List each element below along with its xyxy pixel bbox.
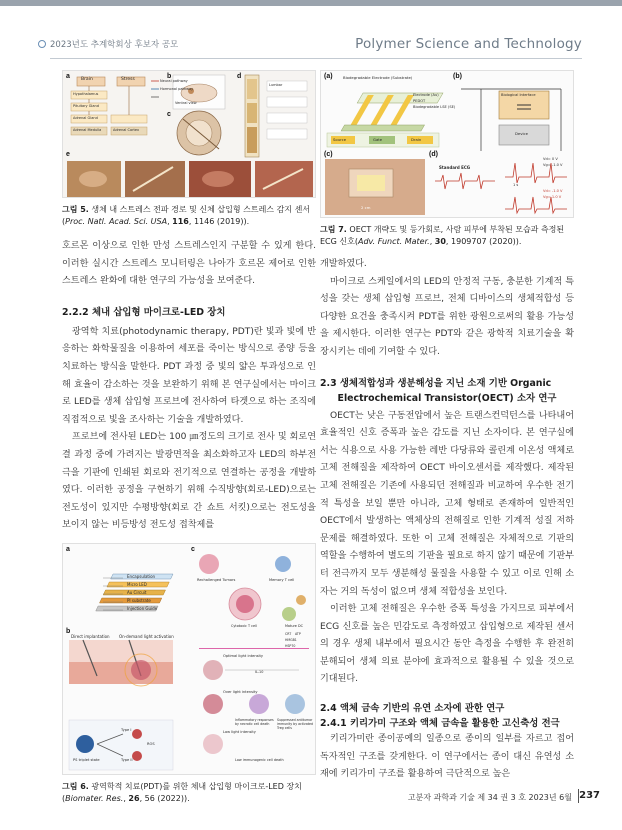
figure-6-label-rechallenged: Rechallenged Tumors bbox=[197, 577, 236, 582]
paragraph-continued: 개발하였다. bbox=[320, 259, 367, 269]
section-2-3-title-line2: Electrochemical Transistor(OECT) 소자 연구 bbox=[337, 392, 557, 404]
figure-7-label-gate: Gate bbox=[373, 137, 383, 142]
figure-6-label-type1: Type I bbox=[121, 727, 132, 732]
figure-5-panel-a: a bbox=[66, 73, 70, 80]
figure-5-panel-c: c bbox=[167, 111, 171, 118]
figure-5-caption bbox=[62, 204, 316, 228]
figure-6-label-optimal: Optimal light intensity bbox=[223, 653, 264, 658]
figure-7-label-vdm1: Vd= -1.0 V bbox=[543, 189, 563, 193]
figure-7-label-pedot: PEDOT bbox=[413, 99, 426, 103]
figure-5-label-pituitary: Pituitary Gland bbox=[73, 104, 99, 108]
header-rule bbox=[50, 58, 582, 59]
figure-7-label-1s: 1 s bbox=[513, 183, 519, 187]
figure-6-label-suppressed: Suppressed antitumor immunity by activated Treg cells bbox=[277, 717, 314, 730]
header-stripe bbox=[0, 0, 622, 6]
figure-7-label-vg1: Vg= 1.0 V bbox=[543, 195, 562, 199]
figure-6-label-hmgb1: HMGB1 bbox=[285, 637, 297, 642]
figure-6-label-pi: PI substrate bbox=[127, 597, 151, 603]
figure-6-label-microled: Micro LED bbox=[127, 581, 147, 587]
page-number: 237 bbox=[579, 790, 600, 801]
figure-7-panel-c: (c) bbox=[324, 151, 333, 158]
figure-5-caption-tail: , bbox=[167, 217, 173, 226]
figure-6-label-atp: ATP bbox=[295, 631, 301, 636]
right-column bbox=[320, 70, 574, 784]
figure-6-caption-end: , 56 (2022)). bbox=[139, 793, 190, 803]
figure-7-label-electrode: Electrode (Au) bbox=[413, 93, 439, 97]
figure-6-label-pstriplet: PS triplet state bbox=[73, 757, 100, 762]
figure-6-label-guide: Injection Guide bbox=[127, 605, 158, 611]
figure-6-panel-b: b bbox=[66, 627, 71, 635]
figure-7-label-biointerface: Biological Interface bbox=[501, 93, 536, 97]
figure-7-label-vgm1: Vg= -1.0 V bbox=[543, 163, 563, 167]
figure-6-label-type2: Type II bbox=[121, 757, 133, 762]
figure-7-caption bbox=[320, 224, 574, 248]
figure-7-caption-vol: 30 bbox=[434, 237, 446, 246]
figure-6-caption-tail: , bbox=[123, 793, 129, 803]
figure-6-label-ondemand: On-demand light activation bbox=[119, 633, 174, 639]
section-label: 2023년도 추계학회상 후보자 공모 bbox=[50, 40, 179, 50]
section-2-3-title bbox=[320, 376, 574, 406]
figure-5-label-lumbar: Lumbar bbox=[269, 83, 283, 87]
figure-5-label-stress: Stress bbox=[121, 77, 135, 82]
figure-6-label-maturedc: Mature DC bbox=[285, 623, 303, 628]
figure-6-caption-text: 광역학적 치료(PDT)를 위한 체내 삽입형 마이크로-LED 장치( bbox=[62, 781, 302, 803]
header-bullet-icon bbox=[38, 40, 46, 48]
page-header bbox=[0, 0, 622, 72]
paragraph-pdt-2: 프로브에 전사된 LED는 100 ㎛정도의 크기로 전사 및 회로연결 과정 중에 가려지는 발광면적을 최소화하고자 LED의 하부전극을 기판에 인쇄된 회로와 전기적으로 연결하는 공정을 개발하였다. 이러한 공정을 구현하기 위해 수직방향(회로-LED)으로는 전도성이 있지만 수평방향(회로 간 쇼트 서킷)으로는 전도성을 보이지 않는 비등방성 전도성 접착제를 bbox=[62, 432, 316, 531]
footer-journal-info: 고분자 과학과 기술 제 34 권 3 호 2023년 6월 bbox=[407, 793, 572, 802]
figure-5-label-hormonal: Hormonal pathway bbox=[160, 87, 194, 91]
figure-6 bbox=[62, 543, 316, 775]
paragraph-oect-1: OECT는 낮은 구동전압에서 높은 트랜스컨덕턴스를 나타내어 효율적인 신호 증폭과 높은 감도를 지닌 소자이다. 본 연구실에서는 식용으로 사용 가능한 레반 다당류와 콜린계 이온성 액체로 고체 전해질을 제작하여 OECT 바이오센서를 제작했다. 제작된 고체 전해질은 기존에 사용되던 전해질과 비교하여 우수한 전기적 특성을 보일 뿐만 아니라, 고체 형태로 존재하여 일반적인 OECT에서 발생하는 액체상의 전해질로 인한 기계적 성질 저하 문제를 해결하였다. 또한 이 고체 전해질은 자체적으로 기판의 역할을 수행하여 별도의 기판을 필요로 하지 않기 때문에 기판부터 전극까지 모두 생분해성 물질을 사용할 수 있고 이로 인해 소자는 거의 독성이 없으며 생체 적합성을 보인다. bbox=[320, 410, 574, 597]
figure-7-panel-a: (a) bbox=[324, 73, 333, 80]
figure-7 bbox=[320, 70, 574, 218]
figure-5-caption-text: 생체 내 스트레스 전파 경로 및 신체 삽입형 스트레스 감지 센서( bbox=[62, 205, 311, 226]
figure-5-panel-e: e bbox=[66, 151, 70, 158]
figure-7-label-device: Device bbox=[515, 131, 528, 136]
figure-6-label-direct: Direct implantation bbox=[71, 633, 110, 639]
figure-7-label-vd0: Vd= 0 V bbox=[543, 157, 558, 161]
section-2-3-title-line1: 2.3 생체적합성과 생분해성을 지닌 소재 기반 Organic bbox=[320, 377, 552, 389]
figure-6-label-cytotoxic: Cytotoxic T cell bbox=[231, 623, 257, 628]
figure-7-image bbox=[321, 71, 574, 218]
figure-6-label-circuit: Au Circuit bbox=[127, 589, 147, 595]
figure-5-caption-label: 그림 5. bbox=[62, 205, 89, 214]
figure-5-label-adrenal: Adrenal Gland bbox=[73, 116, 98, 120]
section-2-4-title: 2.4 액체 금속 기반의 유연 소자에 관한 연구 bbox=[320, 703, 505, 715]
figure-7-label-source: Source bbox=[333, 137, 347, 142]
figure-5-panel-b: b bbox=[167, 73, 172, 80]
figure-6-label-hsp70: HSP70 bbox=[285, 643, 296, 648]
figure-6-label-encapsulation: Encapsulation bbox=[127, 573, 156, 579]
figure-5-label-neural: Neural pathway bbox=[160, 79, 188, 83]
figure-7-label-lse: Biodegradable LSE (SE) bbox=[413, 105, 456, 109]
figure-5-caption-ref: Proc. Natl. Acad. Sci. USA bbox=[65, 217, 168, 226]
figure-7-caption-ref: Adv. Funct. Mater. bbox=[357, 237, 430, 246]
figure-5 bbox=[62, 70, 316, 198]
figure-6-caption-label: 그림 6. bbox=[62, 781, 89, 791]
figure-5-label-ventral: Ventral view bbox=[175, 101, 197, 105]
figure-7-label-ecg: Standard ECG bbox=[439, 165, 471, 170]
figure-7-label-2cm: 2 cm bbox=[361, 205, 371, 210]
figure-7-caption-label: 그림 7. bbox=[320, 225, 347, 234]
figure-6-caption-vol: 26 bbox=[128, 793, 140, 803]
figure-6-label-low: Low light intensity bbox=[223, 729, 256, 734]
figure-6-panel-a: a bbox=[66, 545, 70, 553]
figure-5-panel-d: d bbox=[237, 73, 242, 80]
figure-7-label-substrate: Biodegradable Electrode (Substrate) bbox=[343, 75, 413, 80]
figure-5-caption-vol: 116 bbox=[172, 217, 189, 226]
journal-title: Polymer Science and Technology bbox=[355, 36, 582, 52]
figure-7-caption-end: , 1909707 (2020)). bbox=[445, 237, 522, 246]
figure-5-label-brain: Brain bbox=[81, 77, 93, 82]
figure-6-label-inflammatory: Inflammatory responses by necrotic cell death bbox=[235, 717, 274, 726]
figure-6-caption-ref: Biomater. Res. bbox=[65, 793, 124, 803]
figure-7-caption-text: OECT 개략도 및 등가회로, 사람 피부에 부착된 모습과 측정된 ECG 신호( bbox=[320, 225, 565, 246]
left-column bbox=[62, 70, 316, 805]
figure-6-label-crt: CRT bbox=[285, 631, 292, 636]
paragraph-intro: 호르몬 이상으로 인한 만성 스트레스인지 구분할 수 있게 한다. 이러한 실시간 스트레스 모니터링은 나아가 호르몬 제어로 인한 스트레스 완화에 대한 연구의 가능성을 보여준다. bbox=[62, 241, 316, 287]
paragraph-pdt-1: 광역학 치료(photodynamic therapy, PDT)란 빛과 빛에 반응하는 화학물질을 이용하여 세포를 죽이는 방식으로 종양 등을 치료하는 방식을 말한다. PDT 과정 중 빛의 얇은 투과성으로 인해 효율이 감소하는 것을 보완하기 위해 본 연구실에서는 마이크로 LED를 생체 삽입형 프로브에 전사하여 타겟으로 하는 조직에 직접적으로 빛을 조사하는 기술을 개발하였다. bbox=[62, 326, 316, 425]
figure-7-panel-d: (d) bbox=[429, 151, 438, 158]
section-2-2-2-title: 2.2.2 체내 삽입형 마이크로-LED 장치 bbox=[62, 306, 226, 318]
figure-7-caption-tail: , bbox=[429, 237, 435, 246]
figure-5-caption-end: , 1146 (2019)). bbox=[188, 217, 250, 226]
figure-7-panel-b: (b) bbox=[453, 73, 462, 80]
figure-6-label-il10: IL-10 bbox=[255, 669, 264, 674]
figure-5-label-hypothalamus: Hypothalamus bbox=[73, 92, 99, 96]
figure-6-caption bbox=[62, 781, 316, 805]
section-2-4-1-title: 2.4.1 키리가미 구조와 액체 금속을 활용한 고신축성 전극 bbox=[320, 718, 560, 730]
figure-6-label-ros: ROS bbox=[147, 741, 155, 746]
paragraph-kirigami: 키리가미란 종이공예의 일종으로 종이의 일부를 자르고 접어 독자적인 구조를 갖게한다. 이 연구에서는 종이 대신 유연성 소재에 키리가미 구조를 활용하여 극단적으로 높은 bbox=[320, 734, 574, 780]
paragraph-led-summary: 마이크로 스케일에서의 LED의 안정적 구동, 충분한 기계적 특성을 갖는 생체 삽입형 프로브, 전체 디바이스의 생체적합성 등 다양한 요건을 충족시켜 PDT를 위한 광원으로써의 활용 가능성을 제시한다. 이러한 연구는 PDT와 같은 광학적 치료기술을 확장시키는 데에 기여할 수 있다. bbox=[320, 276, 574, 357]
figure-7-label-drain: Drain bbox=[411, 137, 422, 142]
figure-6-label-over: Over light intensity bbox=[223, 689, 258, 694]
figure-6-label-memory: Memory T cell bbox=[269, 577, 295, 582]
figure-6-label-lowicd: Low immunogenic cell death bbox=[235, 757, 284, 762]
paragraph-oect-2: 이러한 고체 전해질은 우수한 증폭 특성을 가지므로 피부에서 ECG 신호를 높은 민감도로 측정하였고 삽입형으로 제작된 센서의 경우 생체 내부에서 필요시간 동안 측정을 수행한 후 완전히 분해되어 생체 의료 분야에 효과적으로 활용될 수 있을 것으로 기대된다. bbox=[320, 604, 574, 685]
figure-5-label-cortex: Adrenal Cortex bbox=[113, 128, 140, 132]
figure-6-panel-c: c bbox=[191, 545, 195, 553]
figure-5-label-medulla: Adrenal Medulla bbox=[73, 128, 102, 132]
